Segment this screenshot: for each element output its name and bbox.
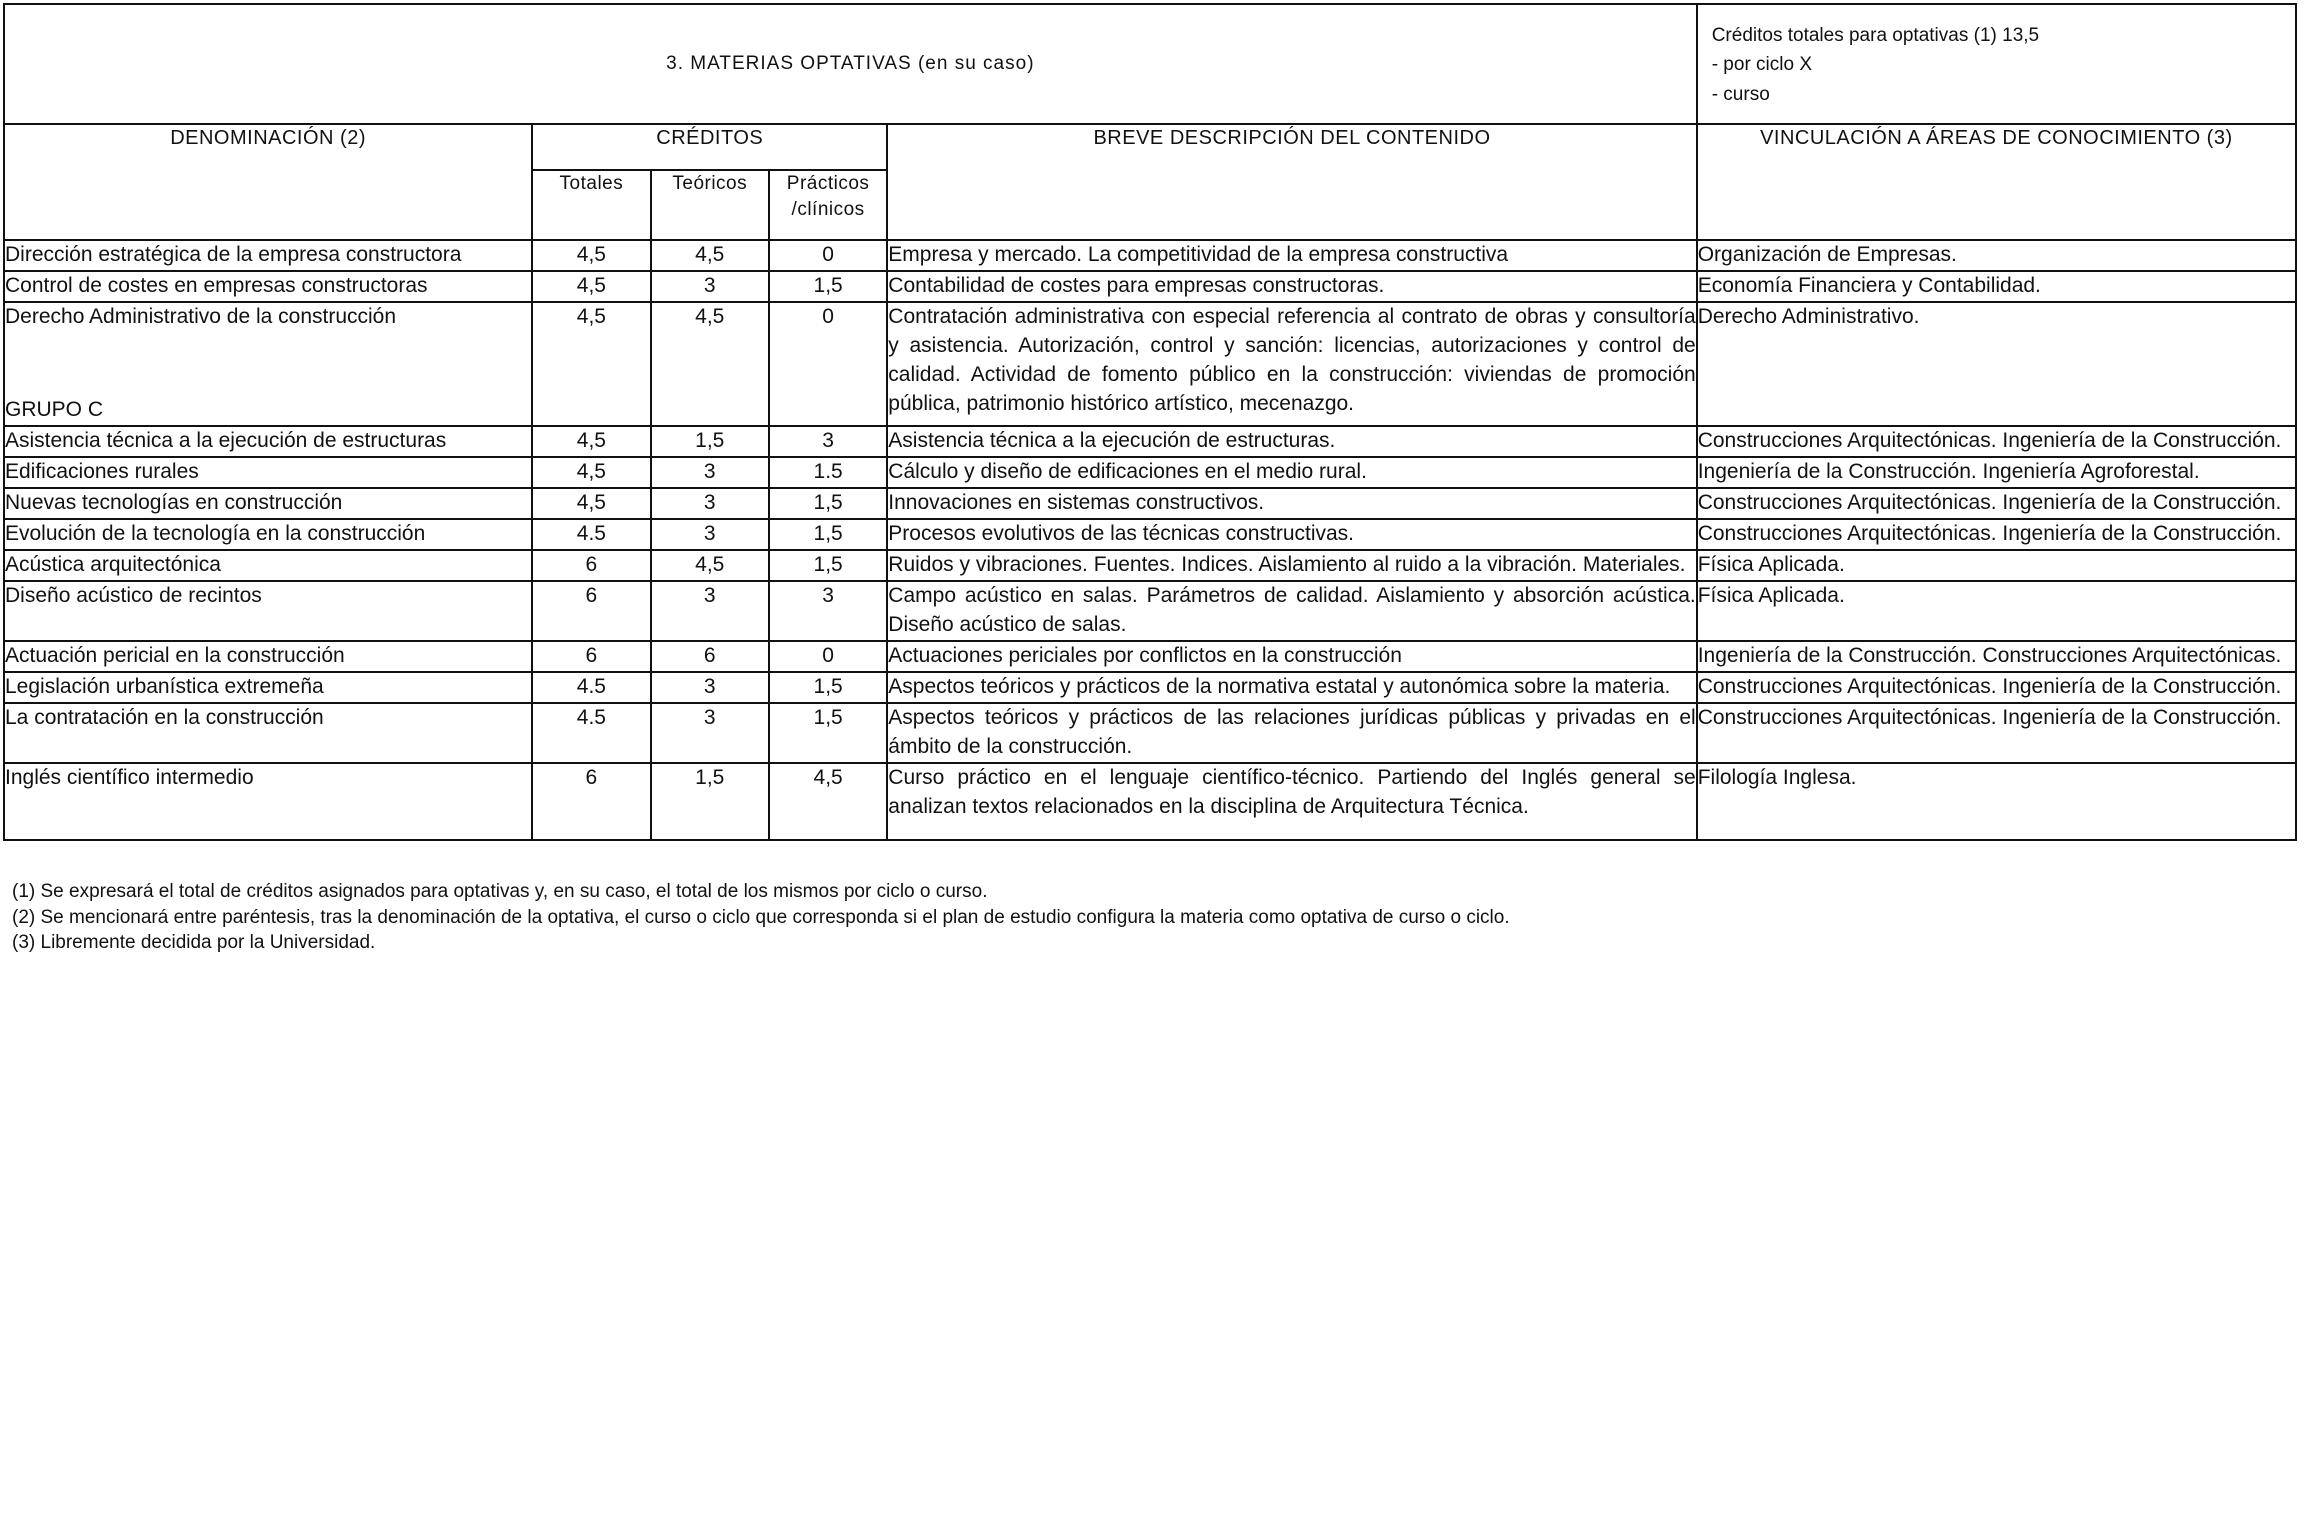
cell-vinculacion [1697,426,2296,457]
cell-denominacion-text: Asistencia técnica a la ejecución de estructuras [5,428,447,452]
cell-descripcion-text: Cálculo y diseño de edificaciones en el medio rural. [888,459,1367,483]
cell-descripcion [887,763,1696,841]
cell-vinculacion-text: Física Aplicada. [1697,583,1845,607]
cell-denominacion-text: Legislación urbanística extremeña [5,674,324,698]
cell-totales [532,641,650,672]
cell-teoricos-text: 3 [703,459,716,483]
cell-teoricos [651,240,769,271]
cell-teoricos [651,703,769,763]
cell-vinculacion [1697,550,2296,581]
cell-descripcion-text: Aspectos teóricos y prácticos de la normativa estatal y autonómica sobre la materia. [888,674,1671,698]
cell-teoricos-text: 3 [703,521,716,545]
cell-practicos-text: 1,5 [813,705,843,729]
cell-denominacion [4,240,532,271]
cell-practicos-text: 1,5 [813,273,843,297]
cell-practicos [769,488,887,519]
table-row [4,581,2296,641]
cell-teoricos-text: 4,5 [695,304,725,328]
cell-practicos [769,271,887,302]
cell-vinculacion-text: Construcciones Arquitectónicas. Ingeniería de la Construcción. [1697,521,2282,545]
cell-descripcion [887,641,1696,672]
cell-teoricos-text: 3 [703,674,716,698]
cell-teoricos [651,457,769,488]
cell-vinculacion-text: Construcciones Arquitectónicas. Ingeniería de la Construcción. [1697,674,2282,698]
cell-teoricos [651,426,769,457]
cell-vinculacion-text: Construcciones Arquitectónicas. Ingeniería de la Construcción. [1697,428,2282,452]
cell-denominacion [4,672,532,703]
cell-vinculacion [1697,641,2296,672]
cell-teoricos [651,519,769,550]
cell-teoricos-text: 3 [703,273,716,297]
cell-totales [532,457,650,488]
cell-teoricos-text: 4,5 [695,243,725,266]
cell-descripcion [887,271,1696,302]
table-row [4,519,2296,550]
cell-denominacion-text: Diseño acústico de recintos [5,583,262,607]
cell-practicos [769,457,887,488]
cell-denominacion [4,457,532,488]
cell-denominacion-text: Inglés científico intermedio [5,765,254,789]
cell-totales [532,519,650,550]
col-header-descripcion: BREVE DESCRIPCIÓN DEL CONTENIDO [887,124,1696,240]
table-row [4,641,2296,672]
cell-practicos [769,240,887,271]
cell-descripcion [887,519,1696,550]
cell-totales-text: 4.5 [576,705,606,729]
footnotes [12,879,2297,955]
cell-denominacion [4,519,532,550]
cell-descripcion [887,457,1696,488]
cell-vinculacion [1697,763,2296,841]
cell-denominacion-text: La contratación en la construcción [5,705,324,729]
cell-denominacion [4,426,532,457]
cell-denominacion-text: Dirección estratégica de la empresa constructora [5,243,462,266]
col-header-teoricos: Teóricos [651,170,769,240]
cell-vinculacion [1697,302,2296,426]
cell-descripcion [887,581,1696,641]
cell-practicos [769,641,887,672]
footnote: (3) Libremente decidida por la Universidad. [12,932,376,953]
cell-practicos-text: 1,5 [813,521,843,545]
cell-descripcion [887,672,1696,703]
cell-practicos [769,302,887,426]
cell-totales [532,302,650,426]
cell-vinculacion-text: Economía Financiera y Contabilidad. [1697,273,2041,297]
cell-totales [532,703,650,763]
cell-totales-text: 4,5 [576,428,606,452]
cell-practicos [769,703,887,763]
cell-denominacion [4,703,532,763]
cell-totales-text: 6 [585,552,598,576]
cell-vinculacion-text: Organización de Empresas. [1697,243,1957,266]
cell-denominacion [4,302,532,426]
cell-descripcion-text: Aspectos teóricos y prácticos de las relaciones jurídicas públicas y privadas en el ámbito de la construcción. [888,705,1696,758]
cell-teoricos-text: 3 [703,705,716,729]
cell-vinculacion-text: Derecho Administrativo. [1697,304,1920,328]
cell-totales-text: 4,5 [576,490,606,514]
cell-denominacion-text: Edificaciones rurales [5,459,199,483]
cell-vinculacion [1697,240,2296,271]
group-label: GRUPO C [5,397,104,421]
cell-totales-text: 4,5 [576,459,606,483]
table-row [4,703,2296,763]
cell-descripcion [887,488,1696,519]
cell-teoricos [651,763,769,841]
cell-teoricos [651,581,769,641]
cell-totales-text: 6 [585,765,598,789]
col-header-practicos: Prácticos /clínicos [769,170,887,240]
cell-practicos-text: 3 [822,428,834,452]
cell-descripcion-text: Campo acústico en salas. Parámetros de calidad. Aislamiento y absorción acústica. Diseño acústico de salas. [888,583,1696,636]
cell-practicos-text: 0 [822,304,834,328]
cell-practicos [769,672,887,703]
cell-descripcion [887,550,1696,581]
cell-descripcion [887,302,1696,426]
credits-curso: - curso [1711,83,1770,105]
cell-vinculacion [1697,271,2296,302]
cell-totales-text: 4,5 [576,304,606,328]
cell-denominacion [4,550,532,581]
cell-totales [532,672,650,703]
cell-teoricos-text: 3 [703,583,716,607]
cell-totales-text: 4,5 [576,243,606,266]
credits-total: Créditos totales para optativas (1) 13,5 [1711,25,2040,46]
cell-practicos [769,426,887,457]
cell-teoricos [651,488,769,519]
cell-denominacion [4,763,532,841]
table-row [4,302,2296,426]
cell-vinculacion-text: Construcciones Arquitectónicas. Ingeniería de la Construcción. [1697,490,2282,514]
cell-totales-text: 6 [585,583,598,607]
table-row [4,240,2296,271]
section-title: 3. MATERIAS OPTATIVAS (en su caso) [4,4,1697,124]
cell-totales-text: 4.5 [576,521,606,545]
cell-denominacion-text: Control de costes en empresas constructoras [5,273,428,297]
cell-denominacion-text: Actuación pericial en la construcción [5,643,345,667]
col-header-denominacion: DENOMINACIÓN (2) [4,124,532,240]
cell-descripcion-text: Actuaciones periciales por conflictos en la construcción [888,643,1402,667]
table-body [4,240,2296,840]
cell-denominacion-text: Acústica arquitectónica [5,552,221,576]
credits-summary [1697,4,2296,124]
cell-practicos-text: 1.5 [813,459,843,483]
cell-vinculacion [1697,703,2296,763]
cell-totales [532,581,650,641]
table-row [4,426,2296,457]
cell-totales [532,550,650,581]
cell-practicos [769,550,887,581]
credits-por-ciclo: - por ciclo X [1711,54,1813,76]
cell-vinculacion [1697,457,2296,488]
optativas-table [3,3,2297,841]
cell-teoricos-text: 4,5 [695,552,725,576]
cell-teoricos-text: 6 [703,643,716,667]
cell-teoricos-text: 1,5 [695,428,725,452]
cell-vinculacion [1697,519,2296,550]
cell-teoricos-text: 1,5 [695,765,725,789]
cell-denominacion-text: Evolución de la tecnología en la construcción [5,521,426,545]
cell-teoricos [651,550,769,581]
table-row [4,488,2296,519]
cell-totales [532,240,650,271]
table-row [4,271,2296,302]
cell-descripcion-text: Ruidos y vibraciones. Fuentes. Indices. Aislamiento al ruido a la vibración. Materiales. [888,552,1686,576]
cell-vinculacion [1697,488,2296,519]
cell-denominacion [4,271,532,302]
cell-descripcion-text: Contratación administrativa con especial referencia al contrato de obras y consultoría y asistencia. Autorización, control y sanción: licencias, autorizaciones y control de calidad. Actividad de fomento público en la construcción: viviendas de promoción pública, patrimonio histórico artístico, mecenazgo. [888,304,1696,415]
cell-denominacion-text: Derecho Administrativo de la construcción [5,304,397,328]
cell-descripcion-text: Empresa y mercado. La competitividad de la empresa constructiva [888,243,1509,266]
cell-practicos-text: 4,5 [813,765,843,789]
cell-totales [532,426,650,457]
footnote: (1) Se expresará el total de créditos asignados para optativas y, en su caso, el total de los mismos por ciclo o curso. [12,881,988,903]
cell-teoricos [651,672,769,703]
cell-descripcion-text: Contabilidad de costes para empresas constructoras. [888,273,1385,297]
cell-descripcion-text: Procesos evolutivos de las técnicas constructivas. [888,521,1355,545]
cell-practicos-text: 1,5 [813,490,843,514]
cell-practicos-text: 3 [822,583,834,607]
cell-descripcion [887,703,1696,763]
table-row [4,550,2296,581]
cell-vinculacion [1697,672,2296,703]
cell-denominacion-text: Nuevas tecnologías en construcción [5,490,343,514]
cell-vinculacion-text: Física Aplicada. [1697,552,1845,576]
cell-teoricos [651,641,769,672]
cell-practicos-text: 0 [822,643,834,667]
cell-vinculacion-text: Construcciones Arquitectónicas. Ingeniería de la Construcción. [1697,705,2282,729]
cell-teoricos-text: 3 [703,490,716,514]
cell-vinculacion-text: Ingeniería de la Construcción. Construcciones Arquitectónicas. [1697,643,2282,667]
table-row [4,672,2296,703]
cell-practicos [769,581,887,641]
cell-practicos [769,519,887,550]
table-row [4,457,2296,488]
cell-practicos [769,763,887,841]
cell-descripcion-text: Asistencia técnica a la ejecución de estructuras. [888,428,1336,452]
cell-practicos-text: 0 [822,243,834,266]
table-row [4,763,2296,841]
cell-vinculacion-text: Filología Inglesa. [1697,765,1857,789]
document-page [3,3,2297,955]
cell-descripcion-text: Innovaciones en sistemas constructivos. [888,490,1265,514]
col-header-totales: Totales [532,170,650,240]
cell-vinculacion [1697,581,2296,641]
cell-descripcion [887,240,1696,271]
cell-descripcion [887,426,1696,457]
cell-denominacion [4,581,532,641]
col-header-vinculacion: VINCULACIÓN A ÁREAS DE CONOCIMIENTO (3) [1697,124,2296,240]
cell-totales [532,271,650,302]
cell-totales-text: 6 [585,643,598,667]
cell-practicos-text: 1,5 [813,552,843,576]
cell-denominacion [4,488,532,519]
cell-totales [532,488,650,519]
footnote: (2) Se mencionará entre paréntesis, tras la denominación de la optativa, el curso o ciclo que corresponda si el plan de estudio configura la materia como optativa de curso o ciclo. [12,906,1510,928]
cell-vinculacion-text: Ingeniería de la Construcción. Ingeniería Agroforestal. [1697,459,2200,483]
cell-practicos-text: 1,5 [813,674,843,698]
cell-descripcion-text: Curso práctico en el lenguaje científico-técnico. Partiendo del Inglés general se analizan textos relacionados en la disciplina de Arquitectura Técnica. [888,765,1696,818]
cell-teoricos [651,271,769,302]
cell-totales [532,763,650,841]
col-header-creditos: CRÉDITOS [532,124,887,170]
cell-denominacion [4,641,532,672]
cell-teoricos [651,302,769,426]
cell-totales-text: 4,5 [576,273,606,297]
cell-totales-text: 4.5 [576,674,606,698]
